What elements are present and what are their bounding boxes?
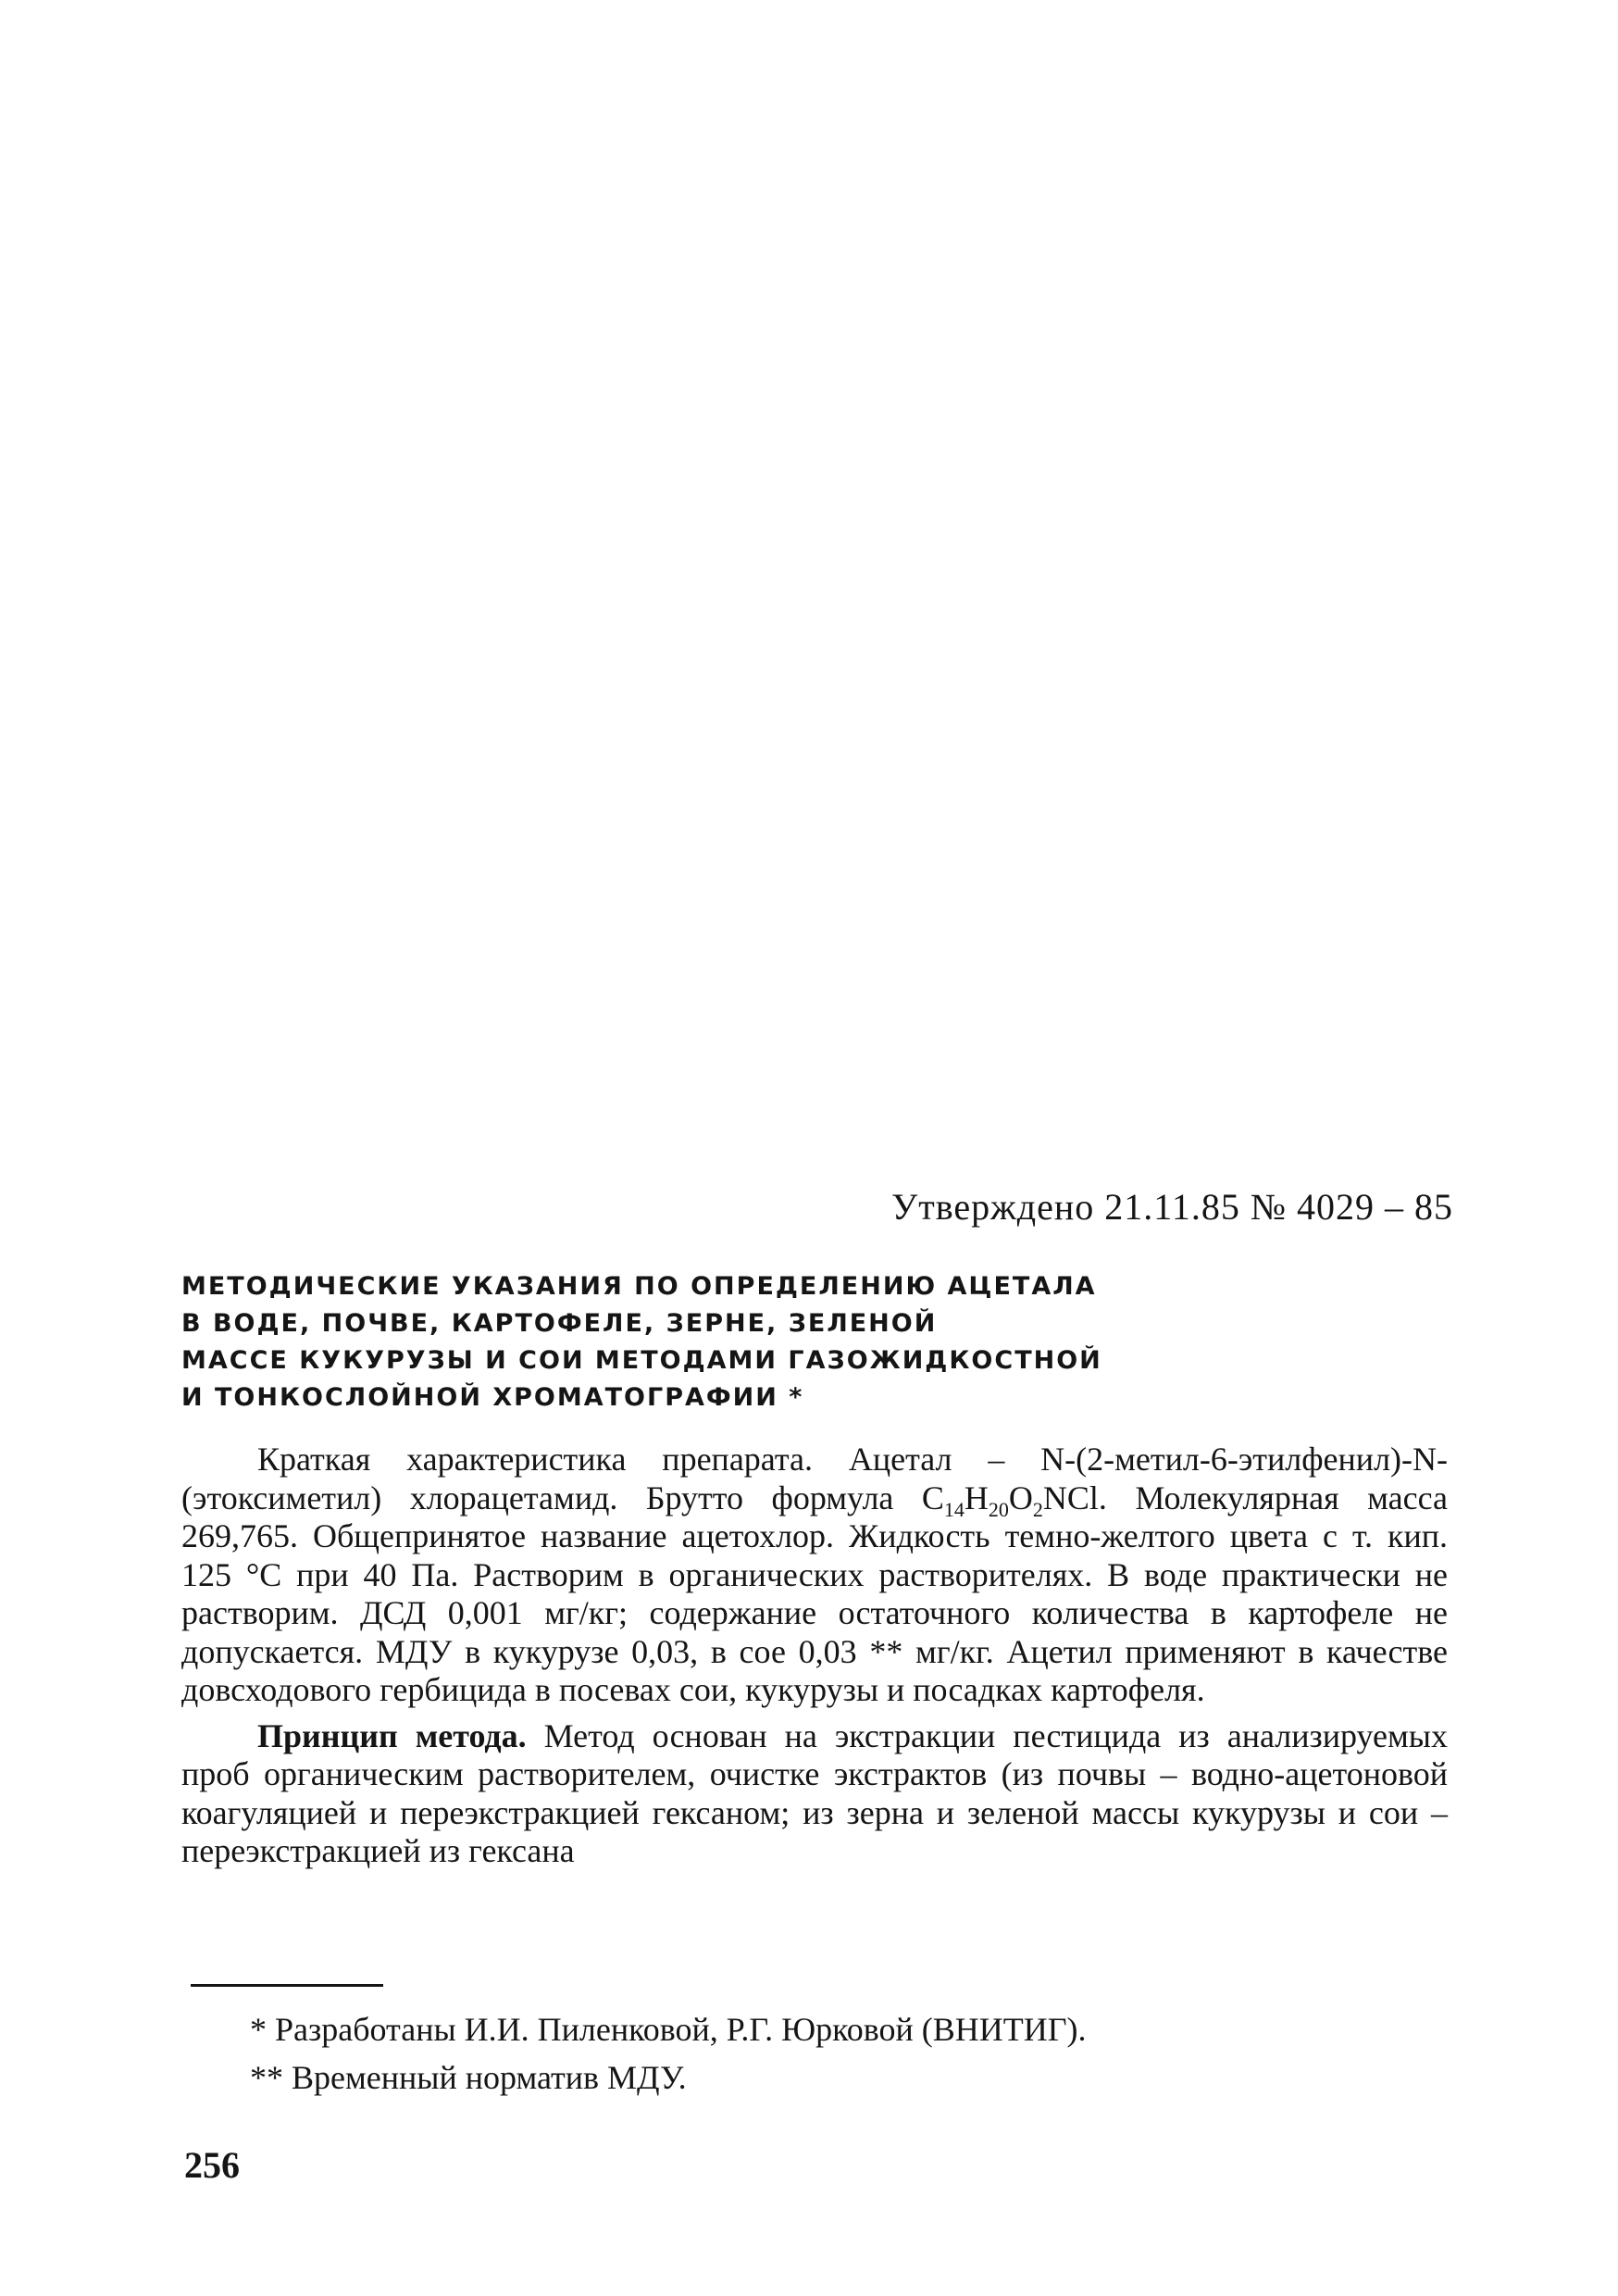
footnote-mdu: ** Временный норматив МДУ.	[250, 2059, 687, 2096]
formula-sub-h: 20	[988, 1497, 1009, 1521]
page-number: 256	[184, 2144, 240, 2186]
formula-o: O	[1008, 1479, 1033, 1516]
paragraph-characteristics	[181, 1441, 1448, 1710]
title-line: МЕТОДИЧЕСКИЕ УКАЗАНИЯ ПО ОПРЕДЕЛЕНИЮ АЦЕТАЛА	[181, 1272, 1097, 1301]
body-text	[181, 1441, 1448, 1878]
document-title	[181, 1268, 1246, 1416]
approval-line: Утверждено 21.11.85 № 4029 – 85	[890, 1186, 1453, 1228]
formula-sub-o: 2	[1032, 1497, 1043, 1521]
footnotes	[250, 2005, 1453, 2102]
principle-text: Метод основан на экстракции пестицида из анализируемых проб органическим растворителем, очистке экстрактов (из почвы – водно-ацетоновой коагуляцией и переэкстракцией гексаном; из зерна и зеленой массы кукурузы и сои – переэкстракцией из гексана	[181, 1716, 1448, 1869]
footnote-authors: * Разработаны И.И. Пиленковой, Р.Г. Юрковой (ВНИТИГ).	[250, 2011, 1087, 2048]
principle-heading: Принцип метода.	[257, 1716, 527, 1754]
formula-h: H	[964, 1479, 989, 1516]
formula-sub-c: 14	[943, 1497, 965, 1521]
title-line: В ВОДЕ, ПОЧВЕ, КАРТОФЕЛЕ, ЗЕРНЕ, ЗЕЛЕНОЙ	[181, 1309, 938, 1338]
paragraph-principle	[181, 1717, 1448, 1871]
title-line: И ТОНКОСЛОЙНОЙ ХРОМАТОГРАФИИ *	[181, 1383, 804, 1412]
characteristics-text-a: Ацетал – N-(2-метил-6-этилфенил)-N-(этоксиметил) хлорацетамид. Брутто формула C	[181, 1441, 1448, 1516]
characteristics-text-b: NCl. Молекулярная масса 269,765. Общепринятое название ацетохлор. Жидкость темно-желтого цвета с т. кип. 125 °C при 40 Па. Растворим в органических растворителях. В воде практически не растворим. ДСД 0,001 мг/кг; содержание остаточного количества в картофеле не допускается. МДУ в кукурузе 0,03, в сое 0,03 ** мг/кг. Ацетил применяют в качестве довсходового гербицида в посевах сои, кукурузы и посадках картофеля.	[181, 1479, 1448, 1708]
title-line: МАССЕ КУКУРУЗЫ И СОИ МЕТОДАМИ ГАЗОЖИДКОСТНОЙ	[181, 1346, 1102, 1375]
footnote-divider	[191, 1984, 383, 1987]
characteristics-heading: Краткая характеристика препарата.	[257, 1441, 813, 1478]
